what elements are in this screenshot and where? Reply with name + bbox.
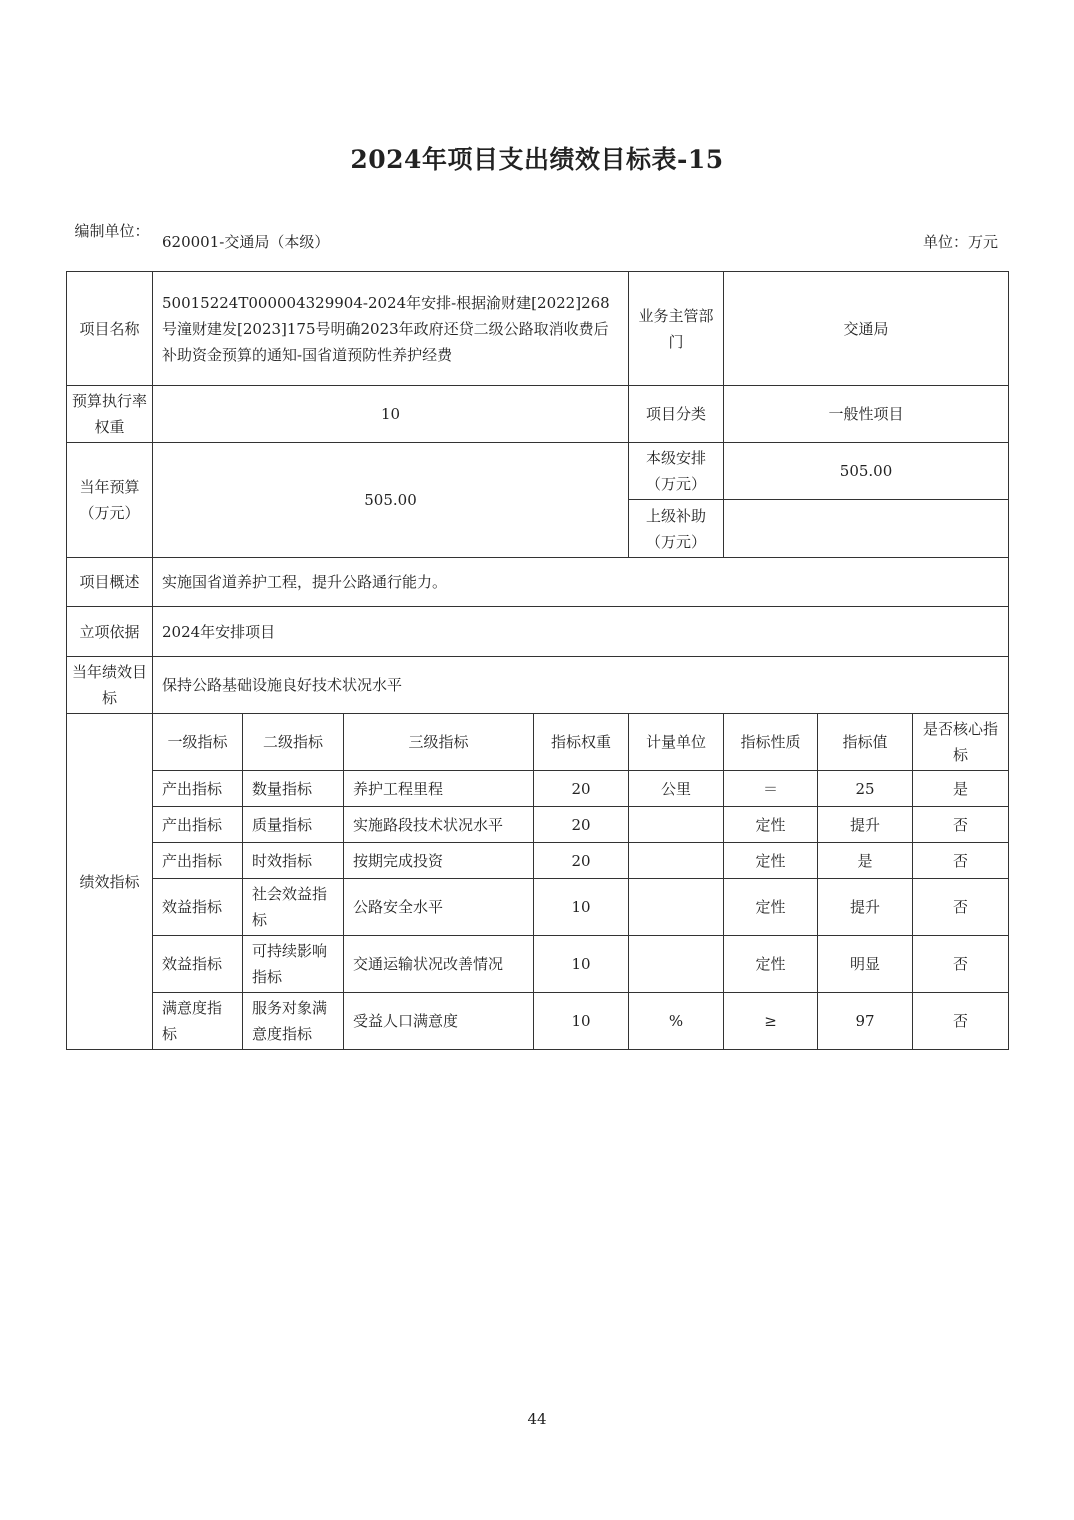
currency-unit: 单位：万元 <box>922 233 998 251</box>
basis-label: 立项依据 <box>67 607 153 657</box>
table-cell: 提升 <box>818 807 913 843</box>
basis-value: 2024年安排项目 <box>153 607 1009 657</box>
table-cell: 定性 <box>724 879 818 936</box>
goal-value: 保持公路基础设施良好技术状况水平 <box>153 657 1009 714</box>
table-cell: 养护工程里程 <box>344 771 534 807</box>
overview-row <box>67 558 1009 607</box>
table-cell: 否 <box>913 993 1009 1050</box>
table-cell: 是 <box>818 843 913 879</box>
table-cell: 满意度指标 <box>153 993 243 1050</box>
table-cell <box>629 843 724 879</box>
unit-label: 编制单位： <box>74 222 150 240</box>
table-cell: 产出指标 <box>153 771 243 807</box>
table-cell: 否 <box>913 936 1009 993</box>
header-cell: 一级指标 <box>153 714 243 771</box>
overview-label: 项目概述 <box>67 558 153 607</box>
project-name-row <box>67 272 1009 386</box>
table-cell: 实施路段技术状况水平 <box>344 807 534 843</box>
table-cell: 产出指标 <box>153 843 243 879</box>
goal-row <box>67 657 1009 714</box>
indicators-label: 绩效指标 <box>67 714 153 1050</box>
weight-label: 预算执行率权重 <box>67 386 153 443</box>
weight-row <box>67 386 1009 443</box>
header-cell: 指标性质 <box>724 714 818 771</box>
unit-value: 620001-交通局（本级） <box>162 233 330 251</box>
table-cell: 是 <box>913 771 1009 807</box>
table-cell: 10 <box>534 936 629 993</box>
table-cell: 交通运输状况改善情况 <box>344 936 534 993</box>
upper-label: 上级补助（万元） <box>629 500 724 558</box>
header-cell: 计量单位 <box>629 714 724 771</box>
local-value: 505.00 <box>724 443 1009 500</box>
performance-table <box>66 271 1009 1050</box>
table-cell: 受益人口满意度 <box>344 993 534 1050</box>
dept-label: 业务主管部门 <box>629 272 724 386</box>
local-label: 本级安排（万元） <box>629 443 724 500</box>
project-name-value: 50015224T000004329904-2024年安排-根据渝财建[2022]268号潼财建发[2023]175号明确2023年政府还贷二级公路取消收费后补助资金预算的通知-国省道预防性养护经费 <box>153 272 629 386</box>
table-cell: 20 <box>534 807 629 843</box>
goal-label: 当年绩效目标 <box>67 657 153 714</box>
budget-row <box>67 443 1009 500</box>
table-cell: 公里 <box>629 771 724 807</box>
table-cell: 效益指标 <box>153 936 243 993</box>
table-cell: 时效指标 <box>243 843 344 879</box>
header-cell: 三级指标 <box>344 714 534 771</box>
table-cell: 效益指标 <box>153 879 243 936</box>
upper-value <box>724 500 1009 558</box>
table-cell: 20 <box>534 843 629 879</box>
table-row <box>67 993 1009 1050</box>
project-name-label: 项目名称 <box>67 272 153 386</box>
table-cell: 定性 <box>724 936 818 993</box>
table-cell: 10 <box>534 879 629 936</box>
table-row <box>67 807 1009 843</box>
page-number: 44 <box>527 1410 547 1428</box>
table-cell <box>629 879 724 936</box>
header-cell: 指标权重 <box>534 714 629 771</box>
table-cell: 社会效益指标 <box>243 879 344 936</box>
page-title: 2024年项目支出绩效目标表-15 <box>350 145 724 174</box>
table-cell: ≥ <box>724 993 818 1050</box>
basis-row <box>67 607 1009 657</box>
category-value: 一般性项目 <box>724 386 1009 443</box>
table-cell: % <box>629 993 724 1050</box>
budget-label: 当年预算（万元） <box>67 443 153 558</box>
table-cell: 97 <box>818 993 913 1050</box>
table-row <box>67 936 1009 993</box>
table-cell: 25 <box>818 771 913 807</box>
category-label: 项目分类 <box>629 386 724 443</box>
indicator-header-row <box>67 714 1009 771</box>
table-cell: 定性 <box>724 807 818 843</box>
table-cell: ＝ <box>724 771 818 807</box>
header-cell: 是否核心指标 <box>913 714 1009 771</box>
budget-value: 505.00 <box>153 443 629 558</box>
table-cell: 否 <box>913 879 1009 936</box>
header-cell: 二级指标 <box>243 714 344 771</box>
table-cell: 明显 <box>818 936 913 993</box>
table-row <box>67 879 1009 936</box>
table-cell: 10 <box>534 993 629 1050</box>
table-cell <box>629 807 724 843</box>
table-row <box>67 771 1009 807</box>
table-cell: 数量指标 <box>243 771 344 807</box>
dept-value: 交通局 <box>724 272 1009 386</box>
table-cell: 公路安全水平 <box>344 879 534 936</box>
header-cell: 指标值 <box>818 714 913 771</box>
table-cell: 定性 <box>724 843 818 879</box>
table-cell: 服务对象满意度指标 <box>243 993 344 1050</box>
overview-value: 实施国省道养护工程，提升公路通行能力。 <box>153 558 1009 607</box>
table-cell: 质量指标 <box>243 807 344 843</box>
table-row <box>67 843 1009 879</box>
table-cell: 产出指标 <box>153 807 243 843</box>
table-cell: 20 <box>534 771 629 807</box>
table-cell: 按期完成投资 <box>344 843 534 879</box>
table-cell <box>629 936 724 993</box>
weight-value: 10 <box>153 386 629 443</box>
table-cell: 否 <box>913 807 1009 843</box>
table-cell: 提升 <box>818 879 913 936</box>
table-cell: 否 <box>913 843 1009 879</box>
table-cell: 可持续影响指标 <box>243 936 344 993</box>
